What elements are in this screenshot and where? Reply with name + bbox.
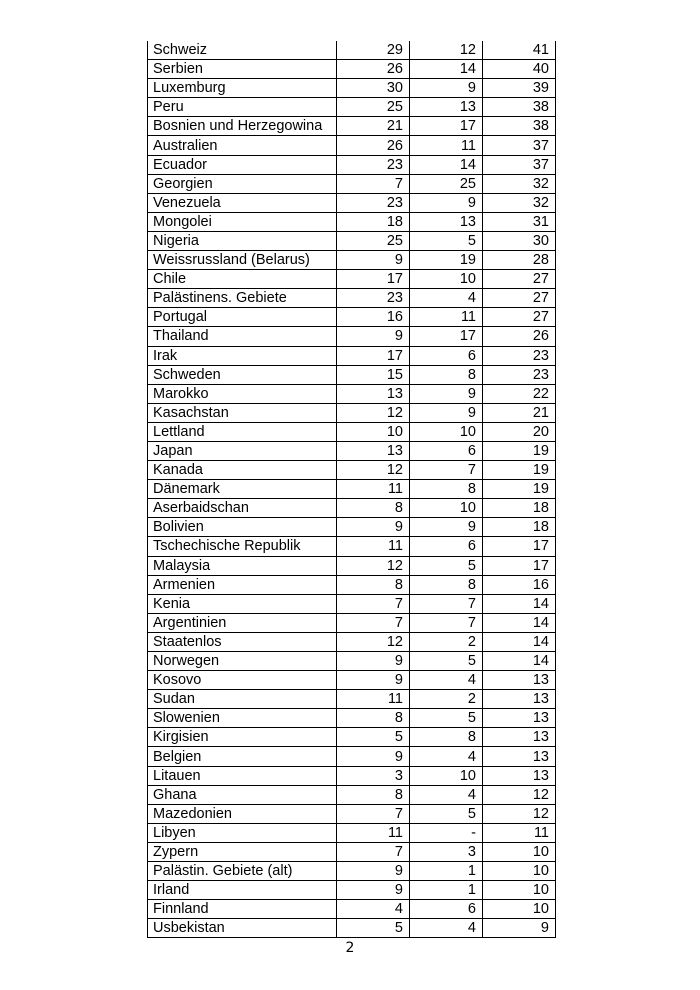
value-1-cell: 23 (337, 289, 410, 308)
value-1-cell: 8 (337, 499, 410, 518)
country-name-cell: Sudan (148, 690, 337, 709)
country-name-cell: Tschechische Republik (148, 537, 337, 556)
country-name-cell: Kasachstan (148, 403, 337, 422)
total-cell: 13 (483, 709, 556, 728)
value-2-cell: 5 (410, 231, 483, 250)
value-2-cell: 4 (410, 671, 483, 690)
table-row (148, 289, 556, 308)
total-cell: 27 (483, 289, 556, 308)
total-cell: 19 (483, 480, 556, 499)
table-row (148, 98, 556, 117)
country-name-cell: Chile (148, 270, 337, 289)
value-1-cell: 9 (337, 881, 410, 900)
value-2-cell: 14 (410, 60, 483, 79)
value-2-cell: 12 (410, 41, 483, 60)
value-2-cell: 19 (410, 251, 483, 270)
value-2-cell: 9 (410, 79, 483, 98)
total-cell: 38 (483, 98, 556, 117)
country-name-cell: Malaysia (148, 556, 337, 575)
country-name-cell: Japan (148, 441, 337, 460)
value-1-cell: 12 (337, 461, 410, 480)
value-1-cell: 12 (337, 556, 410, 575)
value-2-cell: 10 (410, 422, 483, 441)
value-1-cell: 30 (337, 79, 410, 98)
country-name-cell: Luxemburg (148, 79, 337, 98)
value-1-cell: 26 (337, 136, 410, 155)
country-name-cell: Nigeria (148, 231, 337, 250)
value-1-cell: 26 (337, 60, 410, 79)
value-1-cell: 23 (337, 155, 410, 174)
total-cell: 11 (483, 823, 556, 842)
total-cell: 13 (483, 728, 556, 747)
table-row (148, 804, 556, 823)
country-name-cell: Schweden (148, 365, 337, 384)
country-name-cell: Ghana (148, 785, 337, 804)
table-row (148, 747, 556, 766)
total-cell: 14 (483, 632, 556, 651)
country-name-cell: Staatenlos (148, 632, 337, 651)
value-2-cell: 13 (410, 98, 483, 117)
total-cell: 23 (483, 365, 556, 384)
country-name-cell: Norwegen (148, 652, 337, 671)
country-name-cell: Finnland (148, 900, 337, 919)
total-cell: 14 (483, 613, 556, 632)
value-1-cell: 11 (337, 480, 410, 499)
total-cell: 10 (483, 900, 556, 919)
country-name-cell: Litauen (148, 766, 337, 785)
table-row (148, 785, 556, 804)
table-row (148, 862, 556, 881)
country-name-cell: Armenien (148, 575, 337, 594)
value-1-cell: 9 (337, 747, 410, 766)
table-row (148, 480, 556, 499)
country-name-cell: Usbekistan (148, 919, 337, 938)
table-row (148, 556, 556, 575)
country-name-cell: Peru (148, 98, 337, 117)
country-name-cell: Ecuador (148, 155, 337, 174)
value-2-cell: - (410, 823, 483, 842)
value-1-cell: 12 (337, 403, 410, 422)
value-2-cell: 2 (410, 690, 483, 709)
value-2-cell: 9 (410, 403, 483, 422)
value-1-cell: 11 (337, 823, 410, 842)
total-cell: 26 (483, 327, 556, 346)
country-name-cell: Kirgisien (148, 728, 337, 747)
country-name-cell: Georgien (148, 174, 337, 193)
total-cell: 38 (483, 117, 556, 136)
table-row (148, 41, 556, 60)
total-cell: 40 (483, 60, 556, 79)
value-2-cell: 13 (410, 212, 483, 231)
value-1-cell: 8 (337, 709, 410, 728)
total-cell: 27 (483, 308, 556, 327)
total-cell: 13 (483, 766, 556, 785)
total-cell: 21 (483, 403, 556, 422)
table-row (148, 251, 556, 270)
country-name-cell: Palästinens. Gebiete (148, 289, 337, 308)
value-2-cell: 10 (410, 499, 483, 518)
table-row (148, 212, 556, 231)
country-name-cell: Bosnien und Herzegowina (148, 117, 337, 136)
value-1-cell: 25 (337, 98, 410, 117)
value-2-cell: 25 (410, 174, 483, 193)
value-2-cell: 10 (410, 766, 483, 785)
value-1-cell: 17 (337, 346, 410, 365)
country-name-cell: Venezuela (148, 193, 337, 212)
total-cell: 31 (483, 212, 556, 231)
value-1-cell: 9 (337, 251, 410, 270)
country-name-cell: Zypern (148, 842, 337, 861)
total-cell: 18 (483, 499, 556, 518)
total-cell: 13 (483, 747, 556, 766)
country-name-cell: Irland (148, 881, 337, 900)
value-1-cell: 13 (337, 441, 410, 460)
value-1-cell: 9 (337, 652, 410, 671)
table-row (148, 117, 556, 136)
table-row (148, 900, 556, 919)
value-2-cell: 10 (410, 270, 483, 289)
table-row (148, 690, 556, 709)
table-row (148, 308, 556, 327)
total-cell: 28 (483, 251, 556, 270)
total-cell: 17 (483, 537, 556, 556)
value-1-cell: 5 (337, 919, 410, 938)
table-row (148, 60, 556, 79)
table-row (148, 842, 556, 861)
table-row (148, 919, 556, 938)
total-cell: 32 (483, 193, 556, 212)
table-row (148, 79, 556, 98)
total-cell: 19 (483, 441, 556, 460)
total-cell: 39 (483, 79, 556, 98)
value-1-cell: 18 (337, 212, 410, 231)
total-cell: 12 (483, 785, 556, 804)
table-row (148, 537, 556, 556)
value-2-cell: 8 (410, 480, 483, 499)
value-1-cell: 9 (337, 327, 410, 346)
value-1-cell: 25 (337, 231, 410, 250)
value-1-cell: 29 (337, 41, 410, 60)
value-1-cell: 7 (337, 594, 410, 613)
table-body (148, 41, 556, 938)
total-cell: 17 (483, 556, 556, 575)
table-row (148, 461, 556, 480)
country-name-cell: Portugal (148, 308, 337, 327)
table-row (148, 652, 556, 671)
country-name-cell: Dänemark (148, 480, 337, 499)
table-row (148, 346, 556, 365)
country-name-cell: Marokko (148, 384, 337, 403)
value-1-cell: 12 (337, 632, 410, 651)
value-2-cell: 14 (410, 155, 483, 174)
value-2-cell: 17 (410, 327, 483, 346)
total-cell: 18 (483, 518, 556, 537)
total-cell: 12 (483, 804, 556, 823)
country-name-cell: Belgien (148, 747, 337, 766)
table-row (148, 327, 556, 346)
value-2-cell: 6 (410, 441, 483, 460)
value-2-cell: 9 (410, 384, 483, 403)
country-data-table (147, 41, 556, 938)
total-cell: 13 (483, 690, 556, 709)
country-name-cell: Kosovo (148, 671, 337, 690)
value-1-cell: 23 (337, 193, 410, 212)
table-row (148, 671, 556, 690)
table-row (148, 632, 556, 651)
country-name-cell: Aserbaidschan (148, 499, 337, 518)
total-cell: 37 (483, 136, 556, 155)
total-cell: 41 (483, 41, 556, 60)
value-2-cell: 4 (410, 785, 483, 804)
table-row (148, 709, 556, 728)
table-row (148, 613, 556, 632)
value-1-cell: 3 (337, 766, 410, 785)
table-row (148, 270, 556, 289)
country-name-cell: Lettland (148, 422, 337, 441)
total-cell: 16 (483, 575, 556, 594)
table-row (148, 441, 556, 460)
table-row (148, 155, 556, 174)
total-cell: 13 (483, 671, 556, 690)
value-2-cell: 11 (410, 308, 483, 327)
table-row (148, 384, 556, 403)
table-row (148, 365, 556, 384)
value-2-cell: 7 (410, 613, 483, 632)
table-row (148, 422, 556, 441)
value-1-cell: 10 (337, 422, 410, 441)
total-cell: 30 (483, 231, 556, 250)
country-name-cell: Mongolei (148, 212, 337, 231)
table-row (148, 594, 556, 613)
value-1-cell: 11 (337, 537, 410, 556)
table-row (148, 575, 556, 594)
total-cell: 10 (483, 862, 556, 881)
country-name-cell: Slowenien (148, 709, 337, 728)
value-1-cell: 7 (337, 842, 410, 861)
value-1-cell: 11 (337, 690, 410, 709)
value-1-cell: 16 (337, 308, 410, 327)
value-1-cell: 7 (337, 804, 410, 823)
table-row (148, 881, 556, 900)
country-name-cell: Thailand (148, 327, 337, 346)
country-name-cell: Libyen (148, 823, 337, 842)
value-2-cell: 8 (410, 575, 483, 594)
value-1-cell: 15 (337, 365, 410, 384)
table-row (148, 174, 556, 193)
value-2-cell: 6 (410, 537, 483, 556)
total-cell: 22 (483, 384, 556, 403)
country-name-cell: Irak (148, 346, 337, 365)
value-1-cell: 9 (337, 671, 410, 690)
total-cell: 27 (483, 270, 556, 289)
value-1-cell: 13 (337, 384, 410, 403)
country-name-cell: Australien (148, 136, 337, 155)
value-2-cell: 4 (410, 289, 483, 308)
table-row (148, 766, 556, 785)
page-number: 2 (345, 940, 355, 956)
value-1-cell: 8 (337, 575, 410, 594)
country-name-cell: Kanada (148, 461, 337, 480)
value-2-cell: 5 (410, 556, 483, 575)
value-2-cell: 17 (410, 117, 483, 136)
table-row (148, 403, 556, 422)
value-2-cell: 4 (410, 747, 483, 766)
country-name-cell: Weissrussland (Belarus) (148, 251, 337, 270)
total-cell: 32 (483, 174, 556, 193)
total-cell: 10 (483, 881, 556, 900)
country-name-cell: Kenia (148, 594, 337, 613)
value-2-cell: 9 (410, 518, 483, 537)
total-cell: 19 (483, 461, 556, 480)
table-row (148, 193, 556, 212)
value-2-cell: 1 (410, 862, 483, 881)
value-1-cell: 8 (337, 785, 410, 804)
value-2-cell: 4 (410, 919, 483, 938)
total-cell: 23 (483, 346, 556, 365)
table-row (148, 823, 556, 842)
country-name-cell: Argentinien (148, 613, 337, 632)
total-cell: 9 (483, 919, 556, 938)
value-2-cell: 5 (410, 652, 483, 671)
table-row (148, 136, 556, 155)
total-cell: 14 (483, 652, 556, 671)
value-1-cell: 17 (337, 270, 410, 289)
value-1-cell: 9 (337, 518, 410, 537)
country-name-cell: Mazedonien (148, 804, 337, 823)
value-1-cell: 7 (337, 174, 410, 193)
table-row (148, 231, 556, 250)
total-cell: 37 (483, 155, 556, 174)
value-2-cell: 8 (410, 365, 483, 384)
country-name-cell: Palästin. Gebiete (alt) (148, 862, 337, 881)
table-row (148, 518, 556, 537)
value-2-cell: 3 (410, 842, 483, 861)
value-1-cell: 9 (337, 862, 410, 881)
value-2-cell: 6 (410, 346, 483, 365)
total-cell: 10 (483, 842, 556, 861)
total-cell: 14 (483, 594, 556, 613)
value-2-cell: 11 (410, 136, 483, 155)
country-name-cell: Bolivien (148, 518, 337, 537)
table-row (148, 728, 556, 747)
value-2-cell: 5 (410, 709, 483, 728)
value-1-cell: 21 (337, 117, 410, 136)
value-1-cell: 4 (337, 900, 410, 919)
value-2-cell: 7 (410, 594, 483, 613)
value-2-cell: 1 (410, 881, 483, 900)
value-1-cell: 5 (337, 728, 410, 747)
country-name-cell: Serbien (148, 60, 337, 79)
value-2-cell: 6 (410, 900, 483, 919)
value-2-cell: 9 (410, 193, 483, 212)
value-2-cell: 5 (410, 804, 483, 823)
table-row (148, 499, 556, 518)
value-2-cell: 7 (410, 461, 483, 480)
country-name-cell: Schweiz (148, 41, 337, 60)
value-2-cell: 2 (410, 632, 483, 651)
value-2-cell: 8 (410, 728, 483, 747)
total-cell: 20 (483, 422, 556, 441)
value-1-cell: 7 (337, 613, 410, 632)
